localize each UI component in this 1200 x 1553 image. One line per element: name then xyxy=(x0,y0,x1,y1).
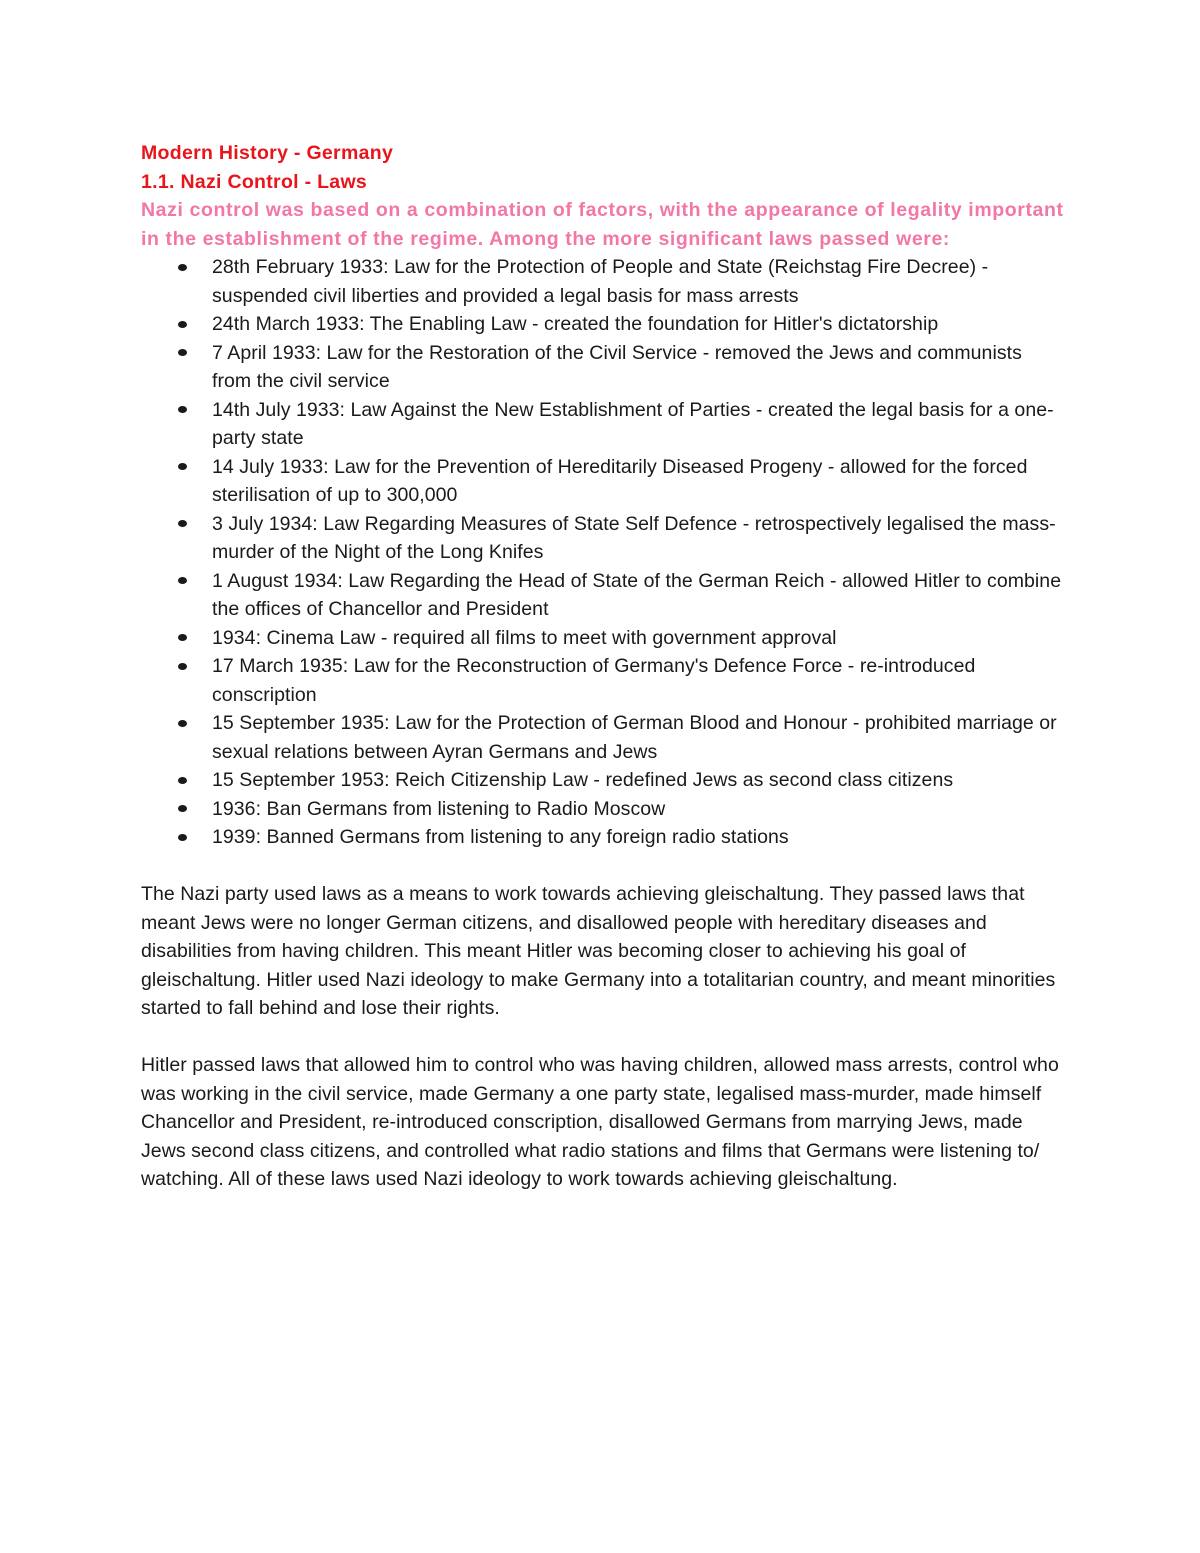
list-item xyxy=(141,310,1066,339)
bullet-icon xyxy=(178,834,187,841)
list-item xyxy=(141,709,1066,766)
list-item xyxy=(141,795,1066,824)
list-item-text: 7 April 1933: Law for the Restoration of the Civil Service - removed the Jews and communists from the civil service xyxy=(212,341,1022,392)
intro-text: Nazi control was based on a combination of factors, with the appearance of legality important in the establishment of the regime. Among the more significant laws passed were: xyxy=(141,199,1064,250)
bullet-icon xyxy=(178,520,187,527)
list-item-text: 1934: Cinema Law - required all films to meet with government approval xyxy=(212,626,837,649)
laws-list xyxy=(141,253,1066,852)
paragraph: The Nazi party used laws as a means to work towards achieving gleischaltung. They passed laws that meant Jews were no longer German citizens, and disallowed people with hereditary diseases and disabilities from having children. This meant Hitler was becoming closer to achieving his goal of gleischaltung. Hitler used Nazi ideology to make Germany into a totalitarian country, and meant minorities started to fall behind and lose their rights. xyxy=(141,883,1056,1019)
bullet-icon xyxy=(178,463,187,470)
list-item-text: 28th February 1933: Law for the Protection of People and State (Reichstag Fire Decree) - suspended civil liberties and provided a legal basis for mass arrests xyxy=(212,256,989,307)
list-item-text: 14th July 1933: Law Against the New Establishment of Parties - created the legal basis for a one-party state xyxy=(212,398,1054,449)
list-item-text: 1 August 1934: Law Regarding the Head of State of the German Reich - allowed Hitler to combine the offices of Chancellor and President xyxy=(212,569,1062,620)
list-item xyxy=(141,453,1066,510)
bullet-icon xyxy=(178,264,187,271)
spacer xyxy=(141,1023,1066,1052)
bullet-icon xyxy=(178,321,187,328)
list-item xyxy=(141,652,1066,709)
list-item xyxy=(141,624,1066,653)
list-item xyxy=(141,396,1066,453)
spacer xyxy=(141,852,1066,881)
section-heading: 1.1. Nazi Control - Laws xyxy=(141,170,368,193)
list-item xyxy=(141,510,1066,567)
list-item xyxy=(141,253,1066,310)
list-item xyxy=(141,823,1066,852)
list-item-text: 17 March 1935: Law for the Reconstruction of Germany's Defence Force - re-introduced conscription xyxy=(212,655,976,706)
list-item xyxy=(141,339,1066,396)
bullet-icon xyxy=(178,720,187,727)
bullet-icon xyxy=(178,805,187,812)
bullet-icon xyxy=(178,577,187,584)
list-item-text: 15 September 1935: Law for the Protection of German Blood and Honour - prohibited marriage or sexual relations between Ayran Germans and Jews xyxy=(212,712,1057,763)
paragraph: Hitler passed laws that allowed him to control who was having children, allowed mass arrests, control who was working in the civil service, made Germany a one party state, legalised mass-murder, made himself Chancellor and President, re-introduced conscription, disallowed Germans from marrying Jews, made Jews second class citizens, and controlled what radio stations and films that Germans were listening to/ watching. All of these laws used Nazi ideology to work towards achieving gleischaltung. xyxy=(141,1054,1059,1190)
bullet-icon xyxy=(178,634,187,641)
bullet-icon xyxy=(178,777,187,784)
list-item-text: 1939: Banned Germans from listening to any foreign radio stations xyxy=(212,826,789,848)
document-page xyxy=(141,139,1066,1194)
list-item-text: 15 September 1953: Reich Citizenship Law - redefined Jews as second class citizens xyxy=(212,769,954,791)
bullet-icon xyxy=(178,349,187,356)
bullet-icon xyxy=(178,663,187,670)
document-title: Modern History - Germany xyxy=(141,142,394,164)
list-item xyxy=(141,567,1066,624)
list-item-text: 3 July 1934: Law Regarding Measures of State Self Defence - retrospectively legalised the mass-murder of the Night of the Long Knifes xyxy=(212,512,1056,563)
list-item-text: 14 July 1933: Law for the Prevention of Hereditarily Diseased Progeny - allowed for the forced sterilisation of up to 300,000 xyxy=(212,455,1028,506)
list-item xyxy=(141,766,1066,795)
list-item-text: 1936: Ban Germans from listening to Radio Moscow xyxy=(212,797,666,820)
bullet-icon xyxy=(178,406,187,413)
list-item-text: 24th March 1933: The Enabling Law - created the foundation for Hitler's dictatorship xyxy=(212,313,939,335)
